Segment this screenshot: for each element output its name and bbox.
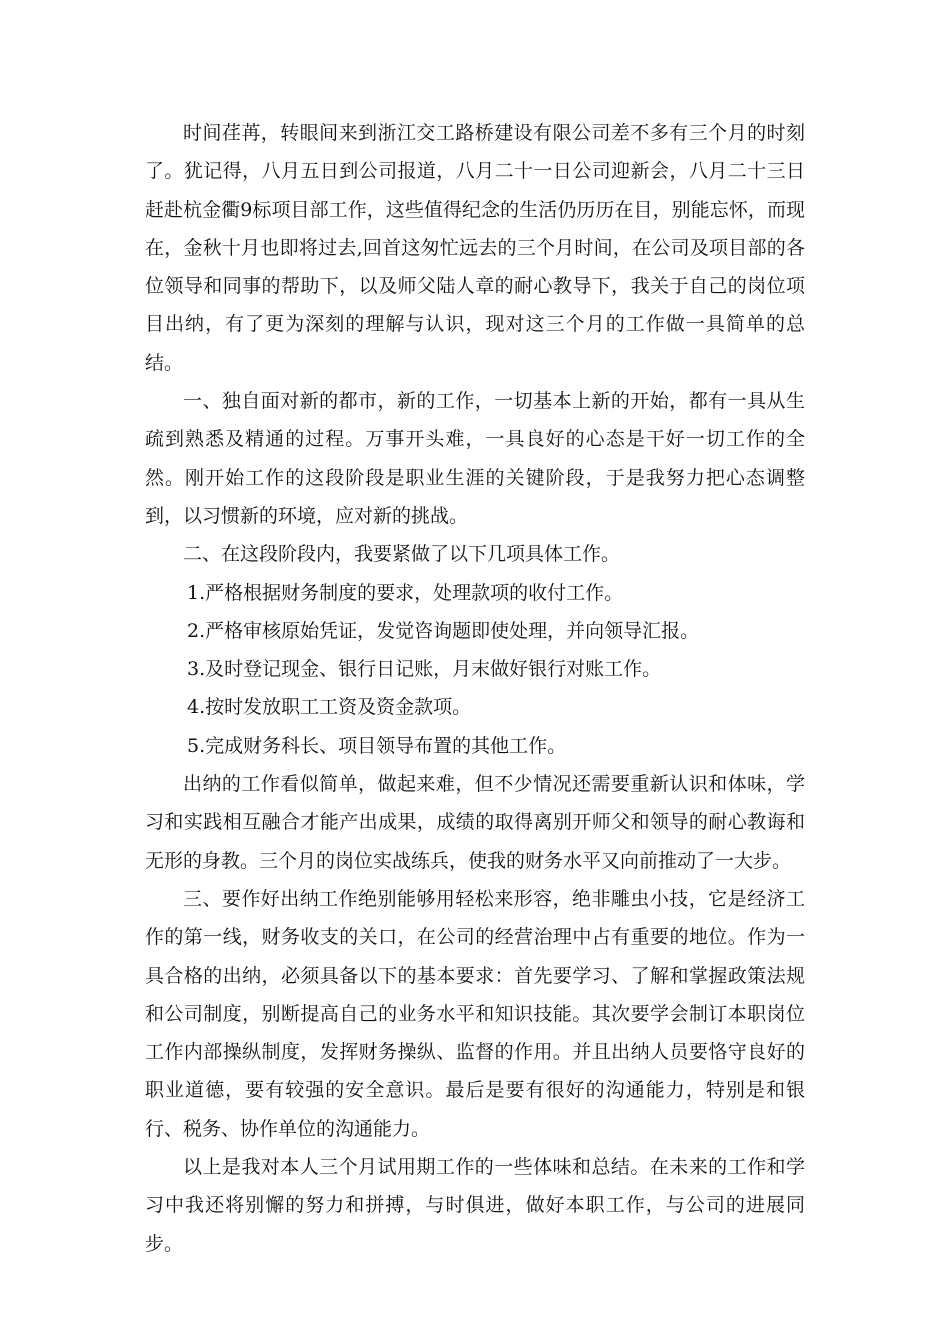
paragraph-section-one: 一、独自面对新的都市，新的工作，一切基本上新的开始，都有一具从生疏到熟悉及精通的过程。万事开头难，一具良好的心态是干好一切工作的全然。刚开始工作的这段阶段是职业生涯的关键阶段，于是我努力把心态调整到，以习惯新的环境，应对新的挑战。 [145,390,805,527]
list-item-4: 4.按时发放职工工资及资金款项。 [187,696,472,719]
paragraph-conclusion: 以上是我对本人三个月试用期工作的一些体味和总结。在未来的工作和学习中我还将别懈的努力和拼搏，与时俱进，做好本职工作，与公司的进展同步。 [145,1156,805,1255]
paragraph-cashier-work: 出纳的工作看似简单，做起来难，但不少情况还需要重新认识和体味，学习和实践相互融合才能产出成果，成绩的取得离别开师父和领导的耐心教诲和无形的身教。三个月的岗位实战练兵，使我的财务水平又向前推动了一大步。 [145,773,805,872]
list-item-3: 3.及时登记现金、银行日记账，月末做好银行对账工作。 [187,658,662,681]
paragraph-section-two: 二、在这段阶段内，我要紧做了以下几项具体工作。 [183,543,621,566]
document-body [145,114,805,1263]
list-item-1: 1.严格根据财务制度的要求，处理款项的收付工作。 [187,581,624,604]
paragraph-section-three: 三、要作好出纳工作绝别能够用轻松来形容，绝非雕虫小技，它是经济工作的第一线，财务收支的关口，在公司的经营治理中占有重要的地位。作为一具合格的出纳，必须具备以下的基本要求：首先要学习、了解和掌握政策法规和公司制度，别断提高自己的业务水平和知识技能。其次要学会制订本职岗位工作内部操纵制度，发挥财务操纵、监督的作用。并且出纳人员要恪守良好的职业道德，要有较强的安全意识。最后是要有很好的沟通能力，特别是和银行、税务、协作单位的沟通能力。 [145,887,805,1140]
paragraph-intro: 时间荏苒，转眼间来到浙江交工路桥建设有限公司差不多有三个月的时刻了。犹记得，八月五日到公司报道，八月二十一日公司迎新会，八月二十三日赶赴杭金衢9标项目部工作，这些值得纪念的生活仍历历在目，别能忘怀，而现在，金秋十月也即将过去,回首这匆忙远去的三个月时间，在公司及项目部的各位领导和同事的帮助下，以及师父陆人章的耐心教导下，我关于自己的岗位项目出纳，有了更为深刻的理解与认识，现对这三个月的工作做一具简单的总结。 [145,122,805,374]
list-item-5: 5.完成财务科长、项目领导布置的其他工作。 [187,734,567,757]
list-item-2: 2.严格审核原始凭证，发觉咨询题即使处理，并向领导汇报。 [187,619,700,642]
